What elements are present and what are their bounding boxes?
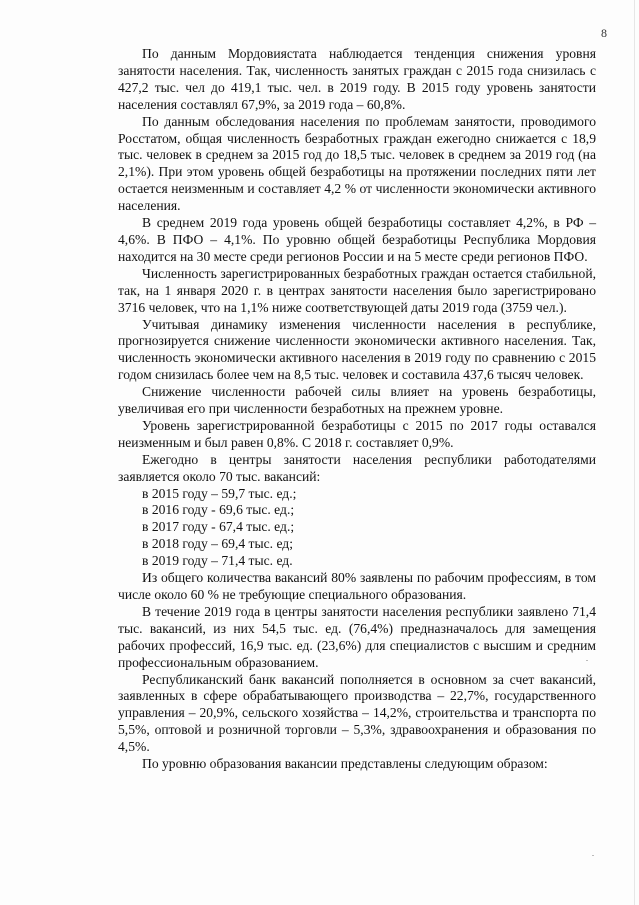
paragraph-active-population: Учитывая динамику изменения численности населения в республике, прогнозируется снижение численности экономически активного населения. Так, численность экономически активного населения в 2019 году по сравнению с 2015 годом снизилась более чем на 8,5 тыс. человек и составила 437,6 тысяч человек. — [118, 316, 596, 383]
page-number: 8 — [601, 26, 607, 40]
paragraph-registered-rate: Уровень зарегистрированной безработицы с 2015 по 2017 годы оставался неизменным и был равен 0,8%. С 2018 г. составляет 0,9%. — [118, 417, 596, 450]
paragraph-rosstat-survey: По данным обследования населения по проблемам занятости, проводимого Росстатом, общая численность безработных граждан ежегодно снижается с 18,9 тыс. человек в среднем за 2015 год до 18,5 тыс. человек в среднем за 2019 год (на 2,1%). При этом уровень общей безработицы на протяжении последних пяти лет остается неизменным и составляет 4,2 % от численности экономически активного населения. — [118, 113, 596, 214]
paragraph-education-level: По уровню образования вакансии представлены следующим образом: — [142, 756, 548, 772]
paragraph-vacancy-bank: Республиканский банк вакансий пополняется в основном за счет вакансий, заявленных в сфере обрабатывающего производства – 22,7%, государственного управления – 20,9%, сельского хозяйства – 14,2%, строительства и транспорта по 5,5%, оптовой и розничной торговли – 5,3%, здравоохранения и образования по 4,5%. — [118, 671, 596, 755]
paragraph-labor-force: Снижение численности рабочей силы влияет на уровень безработицы, увеличивая его при численности безработных на прежнем уровне. — [118, 384, 596, 417]
paragraph-unemployment-rank: В среднем 2019 года уровень общей безработицы составляет 4,2%, в РФ – 4,6%. В ПФО – 4,1%. По уровню общей безработицы Республика Мордовия находится на 30 месте среди регионов России и на 5 месте среди регионов ПФО. — [118, 215, 596, 264]
scan-edge-line — [634, 0, 635, 905]
scan-speck — [586, 660, 588, 661]
document-body — [118, 46, 596, 773]
paragraph-registered-unemployed: Численность зарегистрированных безработных граждан остается стабильной, так, на 1 января 2020 г. в центрах занятости населения было зарегистрировано 3716 человек, что на 1,1% ниже соответствующей даты 2019 года (3759 чел.). — [118, 265, 596, 315]
list-item: в 2016 году - 69,6 тыс. ед.; — [142, 502, 295, 518]
paragraph-employment: По данным Мордовиястата наблюдается тенденция снижения уровня занятости населения. Так, численность занятых граждан с 2015 года снизилась с 427,2 тыс. чел до 419,1 тыс. чел. в 2019 году. В 2015 году уровень занятости населения составлял 67,9%, за 2019 года – 60,8%. — [118, 46, 596, 112]
paragraph-worker-professions: Из общего количества вакансий 80% заявлены по рабочим профессиям, в том числе около 60 % не требующие специального образования. — [118, 570, 596, 602]
list-item: в 2017 году - 67,4 тыс. ед.; — [142, 519, 295, 535]
list-item: в 2018 году – 69,4 тыс. ед; — [142, 536, 293, 552]
scan-speck — [592, 855, 594, 856]
paragraph-vacancies-intro: Ежегодно в центры занятости населения республики работодателями заявляется около 70 тыс. вакансий: — [118, 451, 596, 484]
list-item: в 2015 году – 59,7 тыс. ед.; — [142, 485, 297, 501]
list-item: в 2019 году – 71,4 тыс. ед. — [142, 553, 293, 569]
paragraph-vacancies-2019: В течение 2019 года в центры занятости населения республики заявлено 71,4 тыс. вакансий, из них 54,5 тыс. ед. (76,4%) предназначалось для замещения рабочих профессий, 16,9 тыс. ед. (23,6%) для специалистов с высшим и средним профессиональным образованием. — [118, 603, 596, 670]
